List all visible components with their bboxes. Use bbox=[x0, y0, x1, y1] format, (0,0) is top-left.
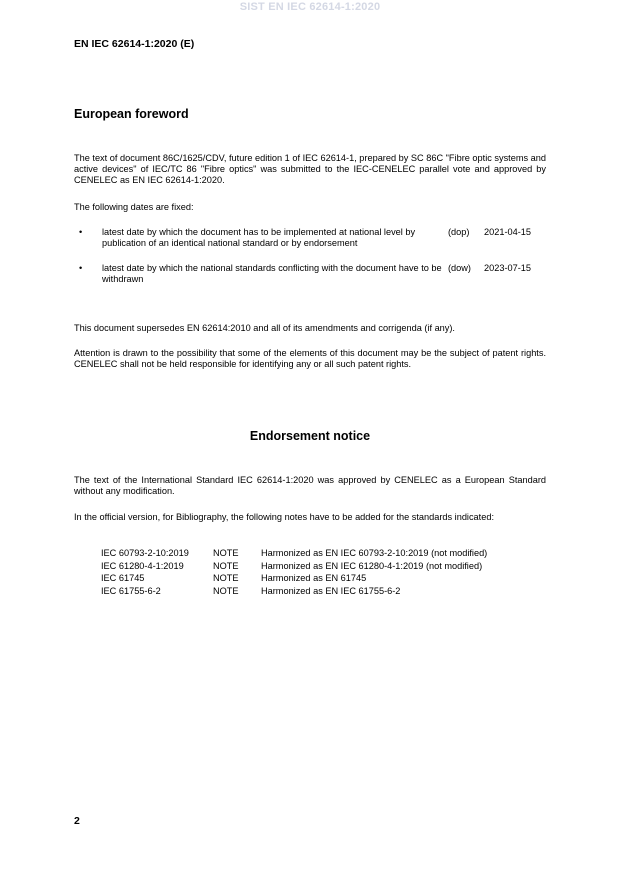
note-row bbox=[101, 586, 541, 599]
note-kind: NOTE bbox=[213, 585, 239, 596]
note-text: Harmonized as EN IEC 60793-2-10:2019 (not modified) bbox=[261, 548, 488, 558]
note-standard-ref: IEC 61280-4-1:2019 bbox=[101, 560, 184, 571]
note-text: Harmonized as EN IEC 61280-4-1:2019 (not modified) bbox=[261, 560, 483, 571]
note-standard-ref: IEC 61745 bbox=[101, 573, 145, 584]
foreword-intro-paragraph: The text of document 86C/1625/CDV, future edition 1 of IEC 62614-1, prepared by SC 86C "Fibre optic systems and active devices" of IEC/TC 86 "Fibre optics" was submitted to the IEC-CENELEC parallel vote and approved by CENELEC as EN IEC 62614-1:2020. bbox=[74, 153, 546, 185]
supersedes-paragraph: This document supersedes EN 62614:2010 and all of its amendments and corrigenda (if any). bbox=[74, 323, 455, 333]
bibliography-intro-paragraph: In the official version, for Bibliography, the following notes have to be added for the standards indicated: bbox=[74, 512, 494, 522]
note-kind: NOTE bbox=[213, 560, 239, 571]
endorsement-title: Endorsement notice bbox=[249, 429, 371, 443]
page-number: 2 bbox=[74, 815, 80, 827]
bibliography-notes-list bbox=[101, 548, 541, 598]
date-code: (dow) bbox=[448, 263, 471, 273]
endorsement-paragraph: The text of the International Standard IEC 62614-1:2020 was approved by CENELEC as a European Standard without any modification. bbox=[74, 475, 546, 496]
date-description: latest date by which the document has to be implemented at national level by publication of an identical national standard or by endorsement bbox=[102, 227, 416, 248]
watermark: SIST EN IEC 62614-1:2020 bbox=[239, 1, 381, 13]
date-code: (dop) bbox=[448, 227, 470, 237]
patent-attention-paragraph: Attention is drawn to the possibility that some of the elements of this document may be the subject of patent rights. CENELEC shall not be held responsible for identifying any or all such patent rights. bbox=[74, 348, 546, 369]
note-standard-ref: IEC 61755-6-2 bbox=[101, 585, 161, 596]
note-kind: NOTE bbox=[213, 573, 239, 584]
note-text: Harmonized as EN IEC 61755-6-2 bbox=[261, 585, 401, 596]
date-value: 2023-07-15 bbox=[484, 263, 531, 273]
note-row bbox=[101, 548, 541, 561]
date-value: 2021-04-15 bbox=[484, 227, 531, 237]
note-kind: NOTE bbox=[213, 548, 239, 558]
bullet-icon: • bbox=[79, 227, 83, 237]
note-standard-ref: IEC 60793-2-10:2019 bbox=[101, 548, 189, 558]
bullet-icon: • bbox=[79, 263, 83, 273]
date-description: latest date by which the national standards conflicting with the document have to be withdrawn bbox=[102, 263, 442, 284]
note-row bbox=[101, 573, 541, 586]
document-id-header: EN IEC 62614-1:2020 (E) bbox=[74, 38, 195, 50]
note-row bbox=[101, 561, 541, 574]
dates-intro-text: The following dates are fixed: bbox=[74, 202, 194, 212]
note-text: Harmonized as EN 61745 bbox=[261, 573, 367, 584]
foreword-title: European foreword bbox=[74, 107, 189, 121]
